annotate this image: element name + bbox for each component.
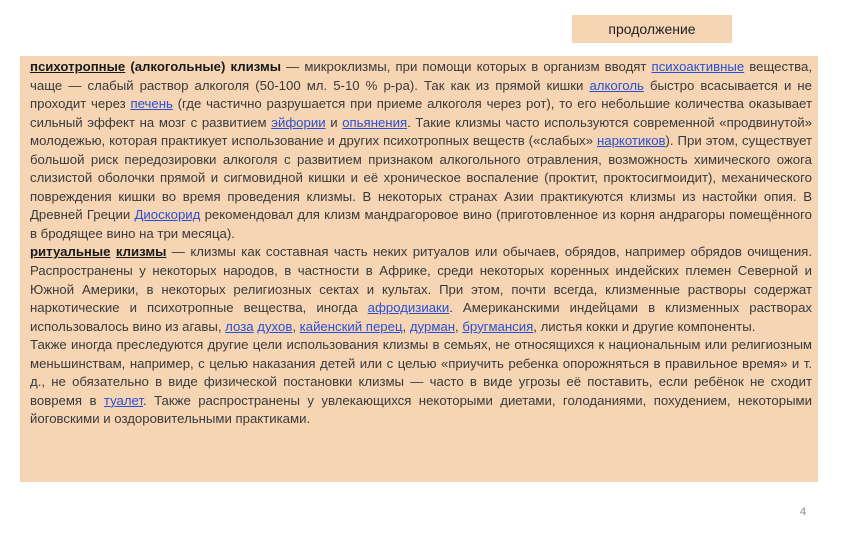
- text-panel: [20, 56, 818, 482]
- link-narcotics[interactable]: наркотиков: [596, 133, 666, 149]
- text: быстро всасывается и не проходит через: [30, 77, 812, 112]
- link-toilet[interactable]: туалет: [103, 392, 144, 408]
- text: Также иногда преследуются другие цели использования клизмы в семьях, не относящихся к национальным или религиозным меньшинствам, например, с целью наказания детей или с целью «приучить ребенка опорожняться в правильное время» и т. д., не обязательно в виде физической постановки клизмы — часто в виде угрозы её поставить, если ребёнок не сходит вовремя в: [30, 337, 812, 408]
- text: — клизмы как составная часть неких ритуалов или обычаев, обрядов, например обрядов очищения. Распространены у некоторых народов, в частности в Африке, среди некоторых коренных индейских племен Северной и Южной Америки, в некоторых религиозных сектах и культах. При этом, почти всегда, клизменные растворы содержат наркотические и психотропные вещества, иногда: [30, 244, 812, 316]
- link-vine[interactable]: лоза: [225, 318, 254, 334]
- link-liver[interactable]: печень: [130, 96, 173, 112]
- text: ). При этом, существует большой риск передозировки алкоголя с развитием признаком алкогольного отравления, возможность химического ожога слизистой оболочки прямой и сигмовидной кишки и её хроническое воспаление (проктит, проктосигмоидит), механического повреждения кишки во время проведения клизмы. В некоторых странах Азии практикуются клизмы из настойки опия. В Древней Греции: [30, 133, 813, 223]
- link-alcohol[interactable]: алкоголь: [589, 77, 644, 93]
- link-euphoria[interactable]: эйфории: [271, 114, 326, 130]
- term-alcoholic: (алкогольные): [130, 59, 226, 74]
- page-number: 4: [800, 506, 807, 518]
- link-psychotropic[interactable]: психотропные: [30, 59, 126, 74]
- text: (где частично разрушается при приеме алкоголя через рот), то его небольшие количества оказывает сильный эффект на мозг с развитием: [30, 96, 812, 130]
- link-aphrodisiacs[interactable]: афродизиаки: [367, 300, 450, 316]
- text: рекомендовал для клизм мандрагоровое вино (приготовленное из корня андрагоры помещённого в бродящее вино на три месяца).: [30, 207, 812, 241]
- text: и: [325, 114, 343, 130]
- paragraph-psychotropic-enemas: [30, 58, 812, 243]
- link-spirits[interactable]: духов: [257, 318, 293, 334]
- link-brugmansia[interactable]: бругмансия: [462, 318, 534, 334]
- link-enemas[interactable]: клизмы: [115, 244, 167, 260]
- continuation-label: продолжение: [572, 15, 732, 43]
- link-ritual[interactable]: ритуальные: [30, 244, 111, 260]
- text: — микроклизмы, при помощи которых в организм вводят: [280, 59, 652, 74]
- link-dioscorides[interactable]: Диоскорид: [134, 207, 201, 223]
- paragraph-other-uses: [30, 336, 812, 429]
- text: . Такие клизмы часто используются современной «продвинутой» молодежью, которая практикует использование и других психотропных веществ («слабых»: [30, 114, 812, 149]
- link-psychoactive[interactable]: психоактивные: [651, 59, 745, 74]
- link-datura[interactable]: дурман: [409, 318, 456, 334]
- link-cayenne-pepper[interactable]: кайенский перец: [299, 318, 403, 334]
- text: . Также распространены у увлекающихся некоторыми диетами, голоданиями, похудением, некоторыми йоговскими и оздоровительными практиками.: [30, 392, 812, 427]
- text: ,: [292, 318, 300, 334]
- text: ,: [402, 318, 410, 334]
- text: . Американскими индейцами в клизменных растворах использовалось вино из агавы,: [30, 300, 812, 334]
- text: вещества, чаще — слабый раствор алкоголя (50-100 мл. 5-10 % р-ра). Так как из прямой кишки: [30, 59, 812, 93]
- link-intoxication[interactable]: опьянения: [342, 114, 408, 130]
- text: , листья кокки и другие компоненты.: [533, 318, 756, 334]
- text: ,: [455, 318, 463, 334]
- paragraph-ritual-enemas: [30, 243, 812, 336]
- term-enemas: клизмы: [230, 59, 281, 74]
